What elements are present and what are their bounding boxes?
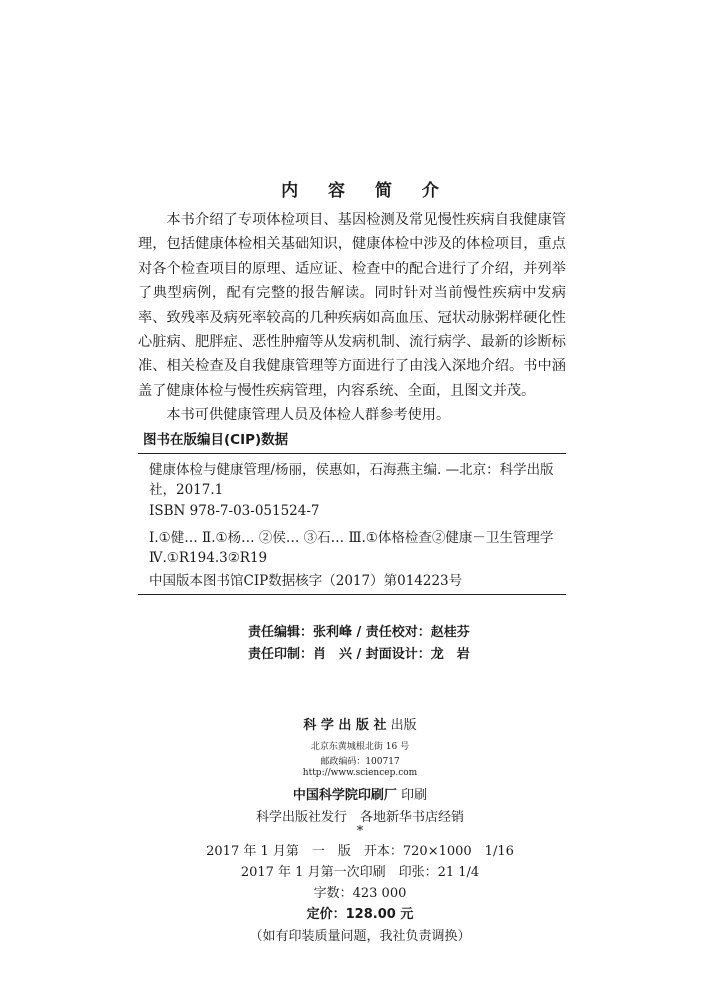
publisher-role: 出版: [390, 718, 417, 733]
staff-production: 责任印制：肖 兴 / 封面设计：龙 岩: [248, 647, 470, 662]
publisher-postcode: 邮政编码：100717: [320, 757, 400, 767]
summary-title: 内 容 简 介: [281, 181, 451, 201]
printer-name: 中国科学院印刷厂: [292, 788, 397, 803]
cip-top-rule: [138, 453, 566, 454]
cip-isbn: ISBN 978-7-03-051524-7: [149, 503, 320, 519]
publisher-line: [0, 714, 720, 733]
price: 定价：128.00 元: [306, 907, 414, 922]
cip-bibliographic: 健康体检与健康管理/杨丽，侯惠如，石海燕主编. —北京：科学出版社，2017.1: [149, 462, 554, 498]
distribution-line: 科学出版社发行 各地新华书店经销: [255, 810, 464, 825]
edition-line: 2017 年 1 月第 一 版 开本：720×1000 1/16: [206, 844, 514, 859]
printer-role: 印刷: [401, 788, 428, 803]
separator-asterisk: *: [356, 824, 364, 839]
cip-bottom-rule: [138, 594, 566, 595]
publisher-address: 北京东黄城根北街 16 号: [310, 742, 410, 752]
word-count: 字数：423 000: [313, 886, 407, 901]
quality-note: （如有印装质量问题，我社负责调换）: [249, 929, 471, 944]
printing-line: 2017 年 1 月第一次印刷 印张：21 1/4: [240, 865, 480, 880]
printer-line: [0, 784, 720, 803]
cip-heading: 图书在版编目(CIP)数据: [143, 432, 289, 448]
cip-classification: Ⅰ.①健… Ⅱ.①杨… ②侯… ③石… Ⅲ.①体格检查②健康－卫生管理学 Ⅳ.①R194.3②R19: [149, 530, 554, 566]
cip-catalog-number: 中国版本图书馆CIP数据核字（2017）第014223号: [149, 573, 463, 589]
publisher-website: http://www.sciencep.com: [302, 768, 418, 778]
publisher-name: 科 学 出 版 社: [303, 718, 387, 733]
staff-editors: 责任编辑：张利峰 / 责任校对：赵桂芬: [248, 625, 470, 640]
summary-paragraph-audience: 本书可供健康管理人员及体检人群参考使用。: [166, 407, 451, 424]
summary-body: [138, 208, 566, 428]
summary-paragraph-main: 本书介绍了专项体检项目、基因检测及常见慢性疾病自我健康管理，包括健康体检相关基础知识，健康体检中涉及的体检项目，重点对各个检查项目的原理、适应证、检查中的配合进行了介绍，并列举了典型病例，配有完整的报告解读。同时针对当前慢性疾病中发病率、致残率及病死率较高的几种疾病如高血压、冠状动脉粥样硬化性心脏病、肥胖症、恶性肿瘤等从发病机制、流行病学、最新的诊断标准、相关检查及自我健康管理等方面进行了由浅入深地介绍。书中涵盖了健康体检与慢性疾病管理，内容系统、全面，且图文并茂。: [138, 212, 566, 399]
